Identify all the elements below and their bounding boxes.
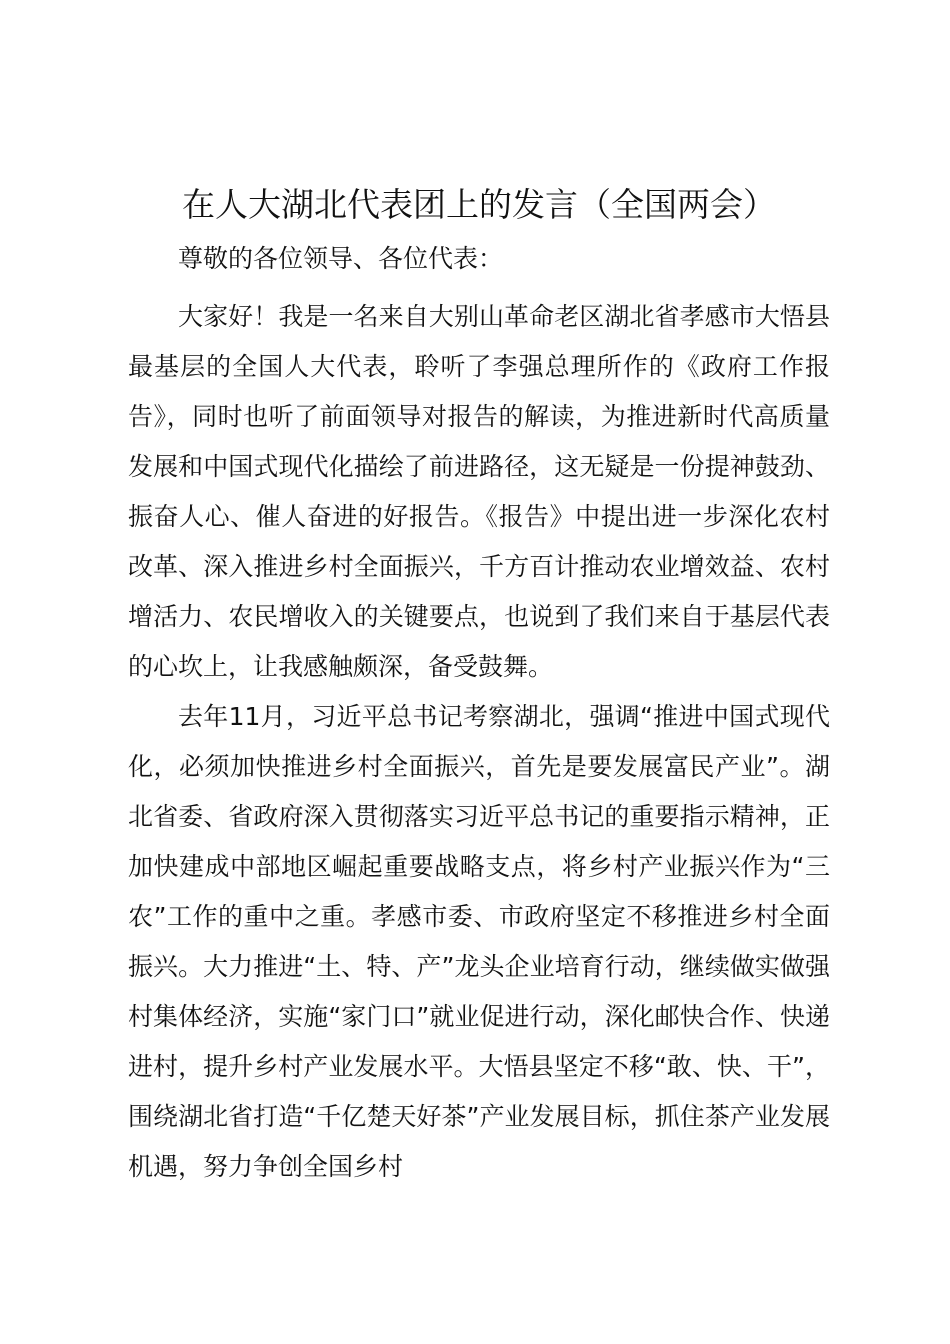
- paragraph-2: 去年11月，习近平总书记考察湖北，强调“推进中国式现代化，必须加快推进乡村全面振兴，首先是要发展富民产业”。湖北省委、省政府深入贯彻落实习近平总书记的重要指示精神，正加快建成中部地区崛起重要战略支点，将乡村产业振兴作为“三农”工作的重中之重。孝感市委、市政府坚定不移推进乡村全面振兴。大力推进“土、特、产”龙头企业培育行动，继续做实做强村集体经济，实施“家门口”就业促进行动，深化邮快合作、快递进村，提升乡村产业发展水平。大悟县坚定不移“敢、快、干”，围绕湖北省打造“千亿楚天好茶”产业发展目标，抓住茶产业发展机遇，努力争创全国乡村: [128, 702, 830, 1181]
- document-title: 在人大湖北代表团上的发言（全国两会）: [182, 185, 776, 224]
- paragraph-1: 大家好！我是一名来自大别山革命老区湖北省孝感市大悟县最基层的全国人大代表，聆听了李强总理所作的《政府工作报告》，同时也听了前面领导对报告的解读，为推进新时代高质量发展和中国式现代化描绘了前进路径，这无疑是一份提神鼓劲、振奋人心、催人奋进的好报告。《报告》中提出进一步深化农村改革、深入推进乡村全面振兴，千方百计推动农业增效益、农村增活力、农民增收入的关键要点，也说到了我们来自于基层代表的心坎上，让我感触颇深，备受鼓舞。: [128, 302, 830, 681]
- greeting-line: 尊敬的各位领导、各位代表：: [178, 244, 504, 273]
- document-body: [128, 234, 830, 1192]
